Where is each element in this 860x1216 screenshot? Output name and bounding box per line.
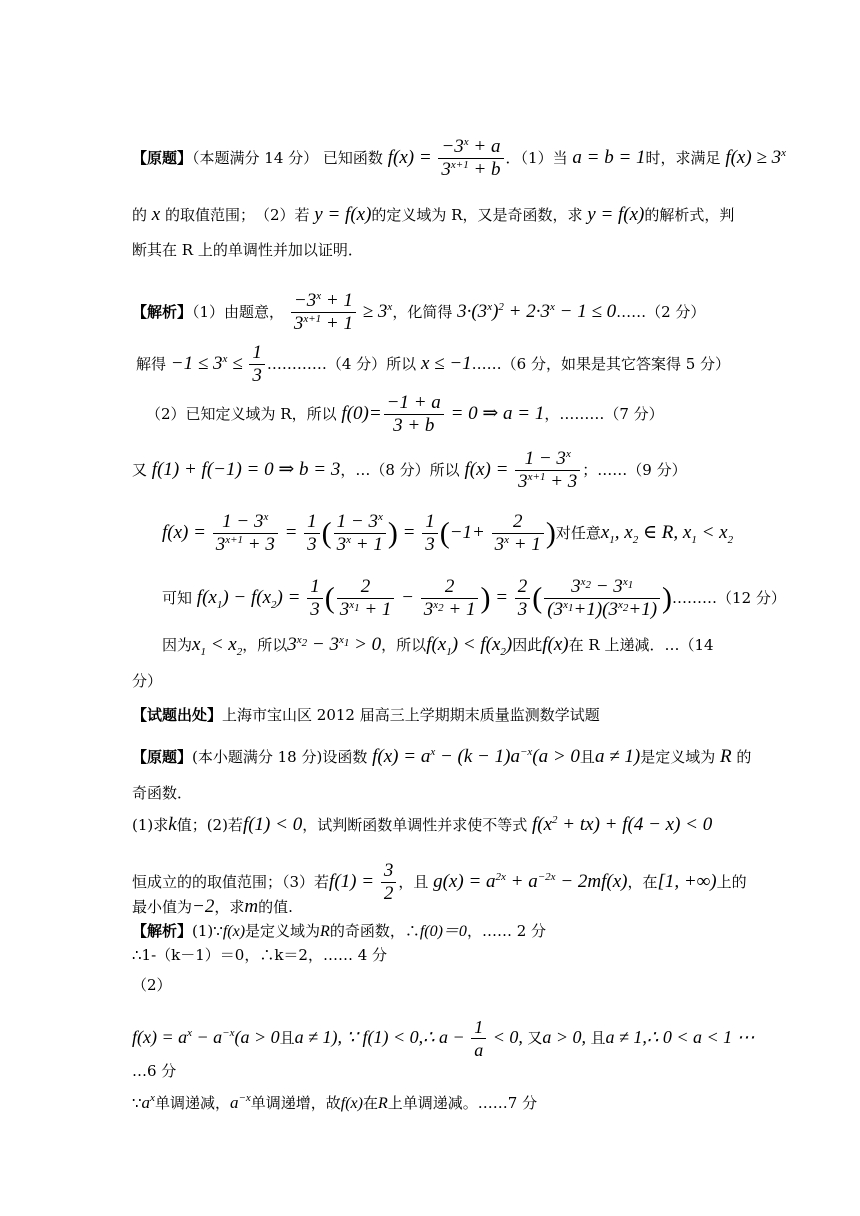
solution2-line5: …6 分: [132, 1062, 177, 1080]
solution1-line4: 又 f(1) + f(−1) = 0 ⇒ b = 3，…（8 分）所以 f(x) = $\frac{1 - 3^x}{3^{x+1} + 3}$ ；……（9 分）: [132, 448, 687, 492]
problem1-score: （本题满分 14 分）: [192, 148, 319, 167]
solution1-line1: 【解析】（1）由题意， $\frac{-3^x + 1}{3^{x+1} + 1}$ ≥ $3^x$，化简得 $3\cdot(3^x)^2 + 2\cdot 3^x - 1$ ≤ 0……（2 分）: [132, 290, 706, 334]
problem2-line4: 恒成立的的取值范围；（3）若f(1) = $\frac{3}{2}$ ，且 $g(x) = a^{2x} + a^{-2x} - 2mf(x)$，在[1, +∞)上的: [132, 860, 747, 904]
problem1-line3: 断其在 R 上的单调性并加以证明．: [132, 241, 363, 259]
solution2-line4: $f(x) = a^x - a^{-x}(a > 0$且a ≠ 1), ∵ f(1) < 0,∴ a − $\frac{1}{a}$ < 0, 又a > 0, 且a ≠ 1,∴ 0 < a < 1 ⋯: [132, 1017, 755, 1060]
problem2-line2: 奇函数．: [132, 784, 193, 802]
problem1-tag: 【原题】: [132, 148, 193, 167]
problem2-line3: (1)求k值；(2)若f(1) < 0，试判断函数单调性并求使不等式 $f(x^2 + tx) + f(4 - x) < 0$: [132, 814, 713, 835]
solution1-line8: 分）: [132, 672, 163, 690]
problem2-line1: 【原题】(本小题满分 18 分)设函数 $f(x) = a^x - (k - 1)a^{-x}(a > 0$且a ≠ 1)是定义域为 R 的: [132, 746, 752, 767]
problem1-line1: 【原题】（本题满分 14 分） 已知函数 f(x) = $\frac{-3^x + a}{3^{x+1} + b}$ ．（1）当 a = b = 1时，求满足 $f(x) \ge 3^x$: [132, 136, 787, 180]
solution2-line3: （2）: [132, 976, 172, 994]
function-def: f(x) = $\frac{-3^x + a}{3^{x+1} + b}$: [388, 147, 506, 168]
problem1-intro: 已知函数: [322, 148, 383, 167]
solution1-line7: 因为$x_1 < x_2$，所以$3^{x_2} - 3^{x_1} > 0$，所以$f(x_1) < f(x_2)$因此f(x)在 R 上递减．…（14: [162, 634, 714, 658]
solution1-line6: 可知 $f(x_1) - f(x_2)$ = $\frac{1}{3}$ ( $\frac{2}{3^{x_1} + 1}$ − $\frac{2}{3^{x_2} + 1}$ ) = $\frac{2}{3}$ ( $\frac{3^{x_2} - 3^{x_1}}{(3^{x_1}+1)(3^{x_2}+1)}$ )………（12 分）: [162, 576, 786, 620]
problem1-line2: 的 x 的取值范围； （2）若 y = f(x)的定义域为 R，又是奇函数，求 y = f(x)的解析式，判: [132, 204, 735, 225]
solution2-line6: $\because a^x$单调递减，$a^{-x}$单调递增，故f(x)在R上单调递减。……7 分: [132, 1092, 538, 1112]
solution1-line2: 解得 $-1 \le 3^x$ ≤ $\frac{1}{3}$ …………（4 分）所以 x ≤ −1……（6 分，如果是其它答案得 5 分）: [136, 342, 731, 386]
problem2-line5: 最小值为−2，求m的值.: [132, 896, 293, 917]
source-line: 【试题出处】上海市宝山区 2012 届高三上学期期末质量监测数学试题: [132, 706, 600, 724]
solution2-line2: ∴1-（k－1）＝0，∴k＝2，…… 4 分: [132, 946, 388, 964]
solution1-line5: f(x) = $\frac{1 - 3^x}{3^{x+1} + 3}$ = $\frac{1}{3}$ ( $\frac{1 - 3^x}{3^x + 1}$ ) = $\frac{1}{3}$ (−1+ $\frac{2}{3^x + 1}$ )对任意$x_1$, $x_2$ ∈ R, $x_1 < x_2$: [162, 511, 734, 555]
solution2-line1: 【解析】(1)∵f(x)是定义域为R的奇函数，∴f(0)＝0，…… 2 分: [132, 922, 547, 940]
solution1-line3: （2）已知定义域为 R，所以 f(0)= $\frac{-1 + a}{3 + b}$ = 0 ⇒ a = 1，………（7 分）: [146, 392, 664, 436]
